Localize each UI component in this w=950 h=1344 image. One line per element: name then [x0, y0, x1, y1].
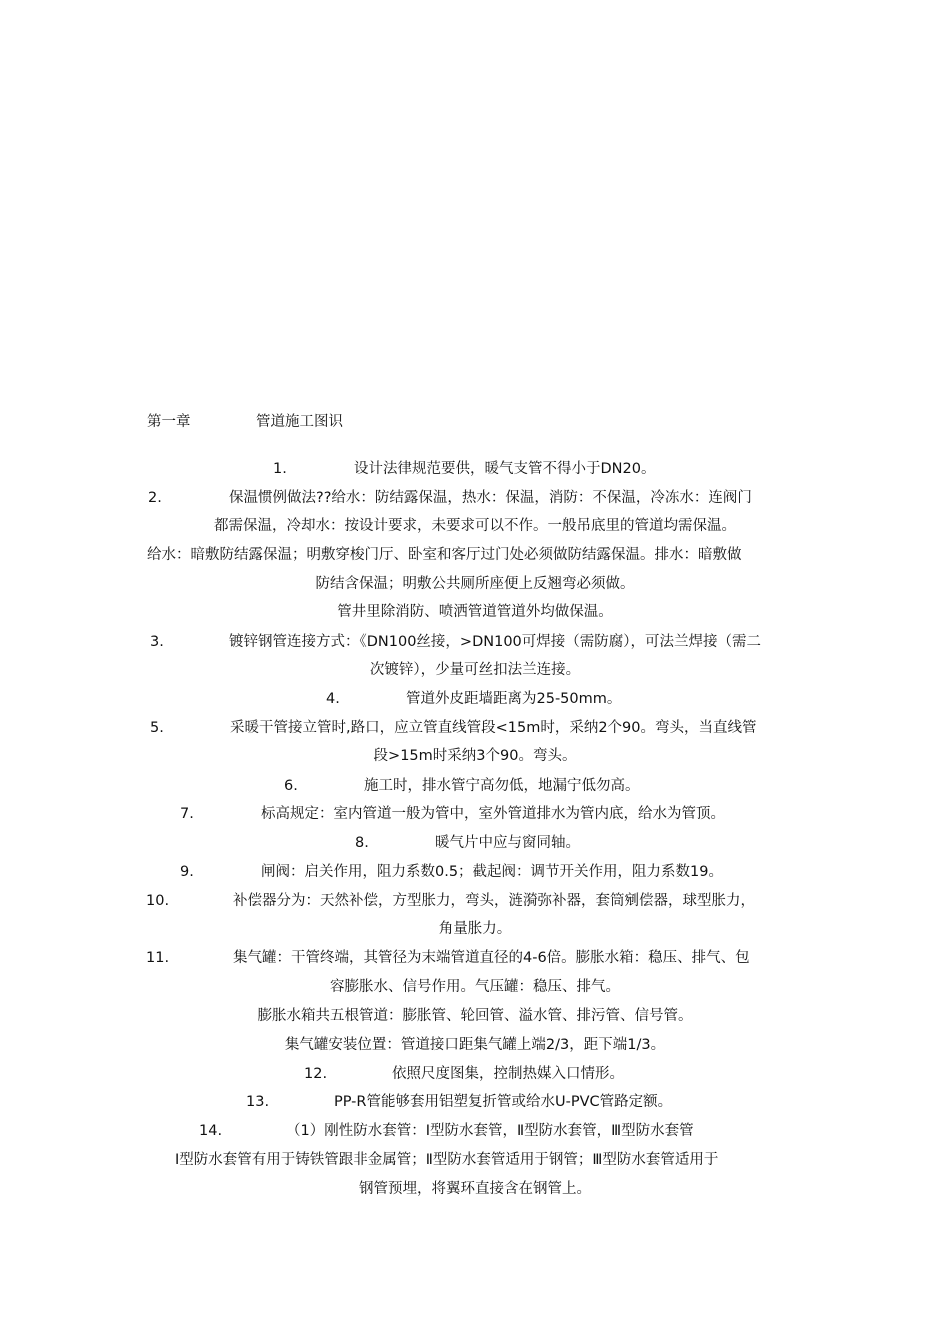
list-item: [0, 630, 950, 654]
item-text: 保温惯例做法??给水：防结露保温，热水：保温，消防：不保温，冷冻水：连阀门: [229, 490, 752, 506]
list-item: [0, 946, 950, 970]
list-item-continuation: [0, 658, 950, 682]
item-number: 7.: [180, 806, 194, 822]
item-text-cont: 段>15m时采纳3个90。弯头。: [373, 748, 577, 764]
paragraph-line: [0, 600, 950, 624]
item-number: 8.: [355, 835, 369, 851]
list-item: [0, 716, 950, 740]
item-text: 暖气片中应与窗同轴。: [435, 835, 580, 851]
list-item: [0, 486, 950, 510]
item-number: 9.: [180, 864, 194, 880]
list-item-continuation: [0, 975, 950, 999]
item-text: 依照尺度图集，控制热媒入口情形。: [392, 1066, 624, 1082]
item-text: 采暖干管接立管时,路口，应立管直线管段<15m时，采纳2个90。弯头，当直线管: [230, 720, 757, 736]
list-item: [0, 1119, 950, 1143]
item-number: 3.: [150, 634, 164, 650]
item-text: 镀锌钢管连接方式：《DN100丝接，>DN100可焊接（需防腐），可法兰焊接（需二: [229, 634, 762, 650]
item-number: 4.: [326, 691, 340, 707]
paragraph-line: [0, 1033, 950, 1057]
chapter-title: 管道施工图识: [256, 414, 343, 430]
list-item: [0, 1090, 950, 1114]
list-item: [0, 774, 950, 798]
list-item: [0, 687, 950, 711]
item-number: 13.: [246, 1094, 270, 1110]
item-text: 施工时，排水管宁高勿低，地漏宁低勿高。: [364, 778, 640, 794]
item-number: 2.: [148, 490, 162, 506]
list-item: [0, 802, 950, 826]
item-text: 集气罐：干管终端，其管径为末端管道直径的4-6倍。膨胀水箱：稳压、排气、包: [233, 950, 750, 966]
item-number: 14.: [199, 1123, 223, 1139]
paragraph-text: 集气罐安装位置：管道接口距集气罐上端2/3，距下端1/3。: [284, 1037, 666, 1053]
list-item: [0, 831, 950, 855]
list-item-continuation: [0, 917, 950, 941]
list-item: [0, 889, 950, 913]
paragraph-continuation: [0, 572, 950, 596]
chapter-heading: [147, 410, 343, 431]
paragraph-line: [0, 1004, 950, 1028]
paragraph-text: 给水：暗敷防结露保温；明敷穿梭门厅、卧室和客厅过门处必须做防结露保温。排水：暗敷做: [147, 547, 742, 563]
item-text: 管道外皮距墙距离为25-50mm。: [406, 691, 622, 707]
paragraph-text: Ⅰ型防水套管有用于铸铁管跟非金属管；Ⅱ型防水套管适用于钢管；Ⅲ型防水套管适用于: [175, 1152, 719, 1168]
paragraph-text: 管井里除消防、喷洒管道管道外均做保温。: [337, 604, 613, 620]
item-text: 闸阀：启关作用，阻力系数0.5；截起阀：调节开关作用，阻力系数19。: [261, 864, 724, 880]
list-item: [0, 1062, 950, 1086]
paragraph-line: [0, 1148, 950, 1172]
list-item-continuation: [0, 744, 950, 768]
list-item-continuation: [0, 514, 950, 538]
item-text-cont: 角量胀力。: [438, 921, 512, 937]
item-text-cont: 容膨胀水、信号作用。气压罐：稳压、排气。: [330, 979, 620, 995]
item-number: 12.: [304, 1066, 328, 1082]
paragraph-line: [0, 543, 950, 567]
item-text: PP-R管能够套用铝塑复折管或给水U-PVC管路定额。: [334, 1094, 673, 1110]
item-text-cont: 次镀锌），少量可丝扣法兰连接。: [369, 662, 581, 678]
item-number: 6.: [284, 778, 298, 794]
item-number: 5.: [150, 720, 164, 736]
item-text: 标高规定：室内管道一般为管中，室外管道排水为管内底，给水为管顶。: [261, 806, 725, 822]
paragraph-text-cont: 钢管预埋，将翼环直接含在钢管上。: [359, 1181, 591, 1197]
item-text: 设计法律规范要供，暖气支管不得小于DN20。: [354, 461, 656, 477]
item-text: 补偿器分为：天然补偿，方型胀力，弯头，涟漪弥补器，套筒剜偿器，球型胀力，: [233, 893, 755, 909]
item-text: （1）刚性防水套管：Ⅰ型防水套管，Ⅱ型防水套管，Ⅲ型防水套管: [286, 1123, 694, 1139]
list-item: [0, 860, 950, 884]
item-text-cont: 都需保温，冷却水：按设计要求，未要求可以不作。一般吊底里的管道均需保温。: [214, 518, 736, 534]
chapter-number: 第一章: [147, 414, 191, 430]
item-number: 11.: [146, 950, 170, 966]
item-number: 10.: [146, 893, 170, 909]
list-item: [0, 457, 950, 481]
paragraph-text-cont: 防结含保温；明敷公共厕所座便上反翘弯必须做。: [315, 576, 635, 592]
item-number: 1.: [273, 461, 287, 477]
paragraph-continuation: [0, 1177, 950, 1201]
paragraph-text: 膨胀水箱共五根管道：膨胀管、轮回管、溢水管、排污管、信号管。: [257, 1008, 693, 1024]
